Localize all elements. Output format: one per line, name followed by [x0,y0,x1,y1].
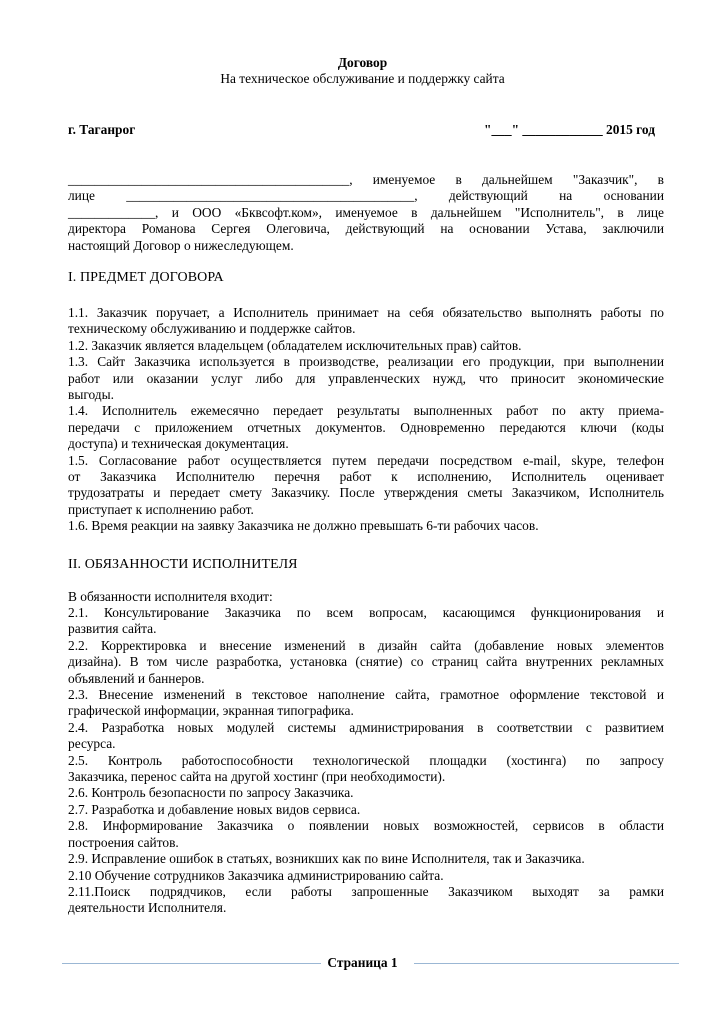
contract-date: "___" ____________ 2015 год [484,122,655,137]
section-2-item [68,851,664,867]
section-1-title: I. ПРЕДМЕТ ДОГОВОРА [68,270,224,285]
section-1-item-line: работ или оказании услуг либо для управленческих нужд, что приносит экономические [68,370,664,386]
section-2-item-line: деятельности Исполнителя. [68,900,227,916]
section-1-item [68,338,664,354]
section-2-item-line: 2.1. Консультирование Заказчика по всем вопросам, касающимся функционирования и [68,605,664,620]
section-1-item-line: 1.1. Заказчик поручает, а Исполнитель принимает на себя обязательство выполнять работы по [68,305,664,320]
section-1-item-line: выгоды. [68,387,114,403]
preamble-line: _____________, и ООО «Бквсофт.ком», именуемое в дальнейшем "Исполнитель", в лице [68,204,664,220]
section-2-item-line: ресурса. [68,736,116,752]
document-subtitle: На техническое обслуживание и поддержку сайта [220,71,505,86]
section-1-item [68,305,664,338]
section-1-item-line: 1.6. Время реакции на заявку Заказчика не должно превышать 6-ти рабочих часов. [68,518,539,534]
section-2-item-line: 2.6. Контроль безопасности по запросу Заказчика. [68,785,354,801]
section-1-item-line: 1.5. Согласование работ осуществляется путем передачи посредством e-mail, skype, телефон [68,452,664,468]
section-2-item-line: 2.7. Разработка и добавление новых видов сервиса. [68,801,361,817]
preamble-line: директора Романова Сергея Олеговича, действующий на основании Устава, заключили [68,221,664,237]
section-2-item [68,687,664,720]
section-1-item-line: приступает к исполнению работ. [68,501,254,517]
section-1-item-line: техническому обслуживанию и поддержке сайтов. [68,321,356,337]
section-1-item-line: передачи с приложением отчетных документов. Одновременно передаются ключи (коды [68,419,664,435]
section-2-item-line: 2.2. Корректировка и внесение изменений в дизайн сайта (добавление новых элементов [68,637,664,653]
section-2-item-line: дизайна). В том числе разработка, установка (снятие) со страниц сайта внутренних рекламных [68,654,664,670]
section-1-item-line: трудозатраты и передает смету Заказчику. После утверждения сметы Заказчиком, Исполнитель [68,485,664,501]
city: г. Таганрог [68,122,136,137]
section-1-item-line: 1.2. Заказчик является владельцем (обладателем исключительных прав) сайтов. [68,337,522,353]
preamble-line: настоящий Договор о нижеследующем. [68,237,294,253]
section-2-body [68,605,664,917]
section-2-item [68,753,664,786]
section-2-item [68,818,664,851]
section-2-item-line: 2.11.Поиск подрядчиков, если работы запрошенные Заказчиком выходят за рамки [68,883,664,899]
section-2-item-line: 2.10 Обучение сотрудников Заказчика администрированию сайта. [68,867,444,883]
section-2-title: II. ОБЯЗАННОСТИ ИСПОЛНИТЕЛЯ [68,557,298,572]
section-2-item [68,720,664,753]
section-2-item-line: Заказчика, перенос сайта на другой хостинг (при необходимости). [68,769,446,785]
section-2-item [68,605,664,638]
section-2-item [68,785,664,801]
section-1-item-line: 1.4. Исполнитель ежемесячно передает результаты выполненных работ по акту приема- [68,403,664,419]
section-2-item-line: 2.8. Информирование Заказчика о появлении новых возможностей, сервисов в области [68,818,664,834]
preamble-line: лице ___________________________________________, действующий на основании [68,188,664,204]
section-2-item [68,868,664,884]
page-number [0,955,725,971]
section-1-item-line: 1.3. Сайт Заказчика используется в производстве, реализации его продукции, при выполнении [68,354,664,370]
section-2-item-line: 2.9. Исправление ошибок в статьях, возникших как по вине Исполнителя, так и Заказчика. [68,851,585,867]
section-1-body [68,305,664,535]
document-title: Договор [337,55,388,70]
section-2-item-line: построения сайтов. [68,834,179,850]
preamble [68,172,664,254]
section-1-item-line: от Заказчика Исполнителю перечня работ к исполнению, Исполнитель оценивает [68,469,664,485]
section-2-item-line: 2.5. Контроль работоспособности технологической площадки (хостинга) по запросу [68,752,664,768]
section-2-intro: В обязанности исполнителя входит: [68,589,273,604]
preamble-line: __________________________________________, именуемое в дальнейшем "Заказчик", в [68,172,664,187]
section-2-item [68,638,664,687]
section-2-item [68,884,664,917]
section-2-item-line: 2.3. Внесение изменений в текстовое наполнение сайта, грамотное оформление текстовой и [68,687,664,703]
page-number-label: Страница 1 [321,955,403,970]
section-2-item-line: 2.4. Разработка новых модулей системы администрирования в соответствии с развитием [68,719,664,735]
section-2-item-line: объявлений и баннеров. [68,670,205,686]
section-1-item-line: доступа) и техническая документация. [68,436,289,452]
section-1-item [68,518,664,534]
section-1-item [68,453,664,519]
section-1-item [68,354,664,403]
section-2-item [68,802,664,818]
section-2-item-line: графической информации, экранная типографика. [68,703,354,719]
section-1-item [68,403,664,452]
section-2-item-line: развития сайта. [68,621,157,637]
